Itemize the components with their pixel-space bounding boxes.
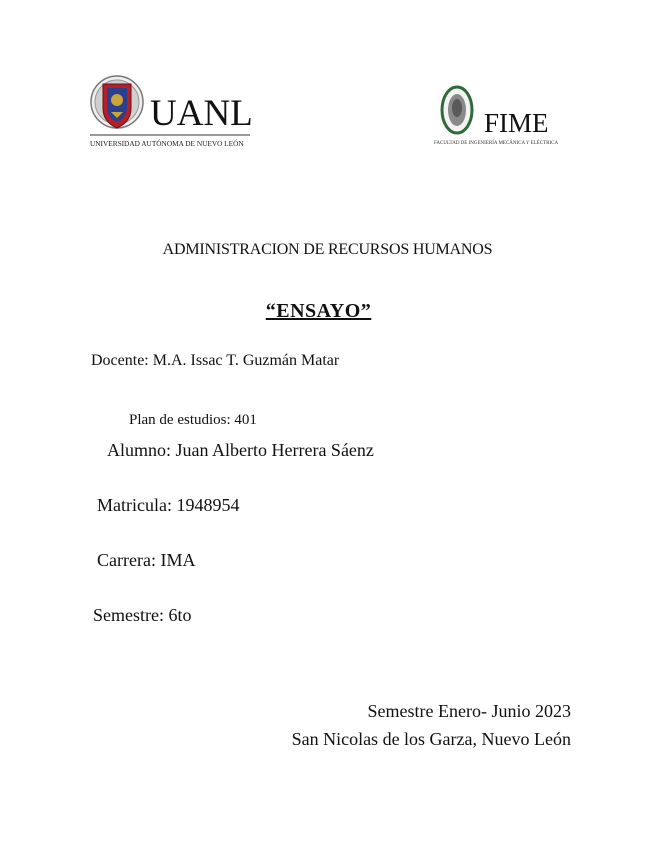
teacher-line: Docente: M.A. Issac T. Guzmán Matar <box>91 352 340 369</box>
uanl-wordmark: UANL <box>150 93 253 134</box>
course-name: ADMINISTRACION DE RECURSOS HUMANOS <box>162 241 493 258</box>
study-plan-line: Plan de estudios: 401 <box>129 412 257 428</box>
semester-line: Semestre: 6to <box>93 605 192 625</box>
fime-logo <box>432 84 562 148</box>
enrollment-line: Matricula: 1948954 <box>97 495 240 515</box>
document-title: “ENSAYO” <box>265 300 372 322</box>
fime-emblem-icon <box>442 87 472 133</box>
career-line: Carrera: IMA <box>97 550 196 570</box>
fime-subtitle: FACULTAD DE INGENIERÍA MECÁNICA Y ELÉCTRICA <box>434 141 559 146</box>
student-line: Alumno: Juan Alberto Herrera Sáenz <box>107 440 374 460</box>
uanl-shield-icon <box>91 76 143 128</box>
period-line: Semestre Enero- Junio 2023 <box>367 701 571 721</box>
location-line: San Nicolas de los Garza, Nuevo León <box>291 729 571 749</box>
fime-wordmark: FIME <box>484 108 549 138</box>
uanl-subtitle: UNIVERSIDAD AUTÓNOMA DE NUEVO LEÓN <box>90 139 244 148</box>
uanl-logo <box>90 72 255 152</box>
